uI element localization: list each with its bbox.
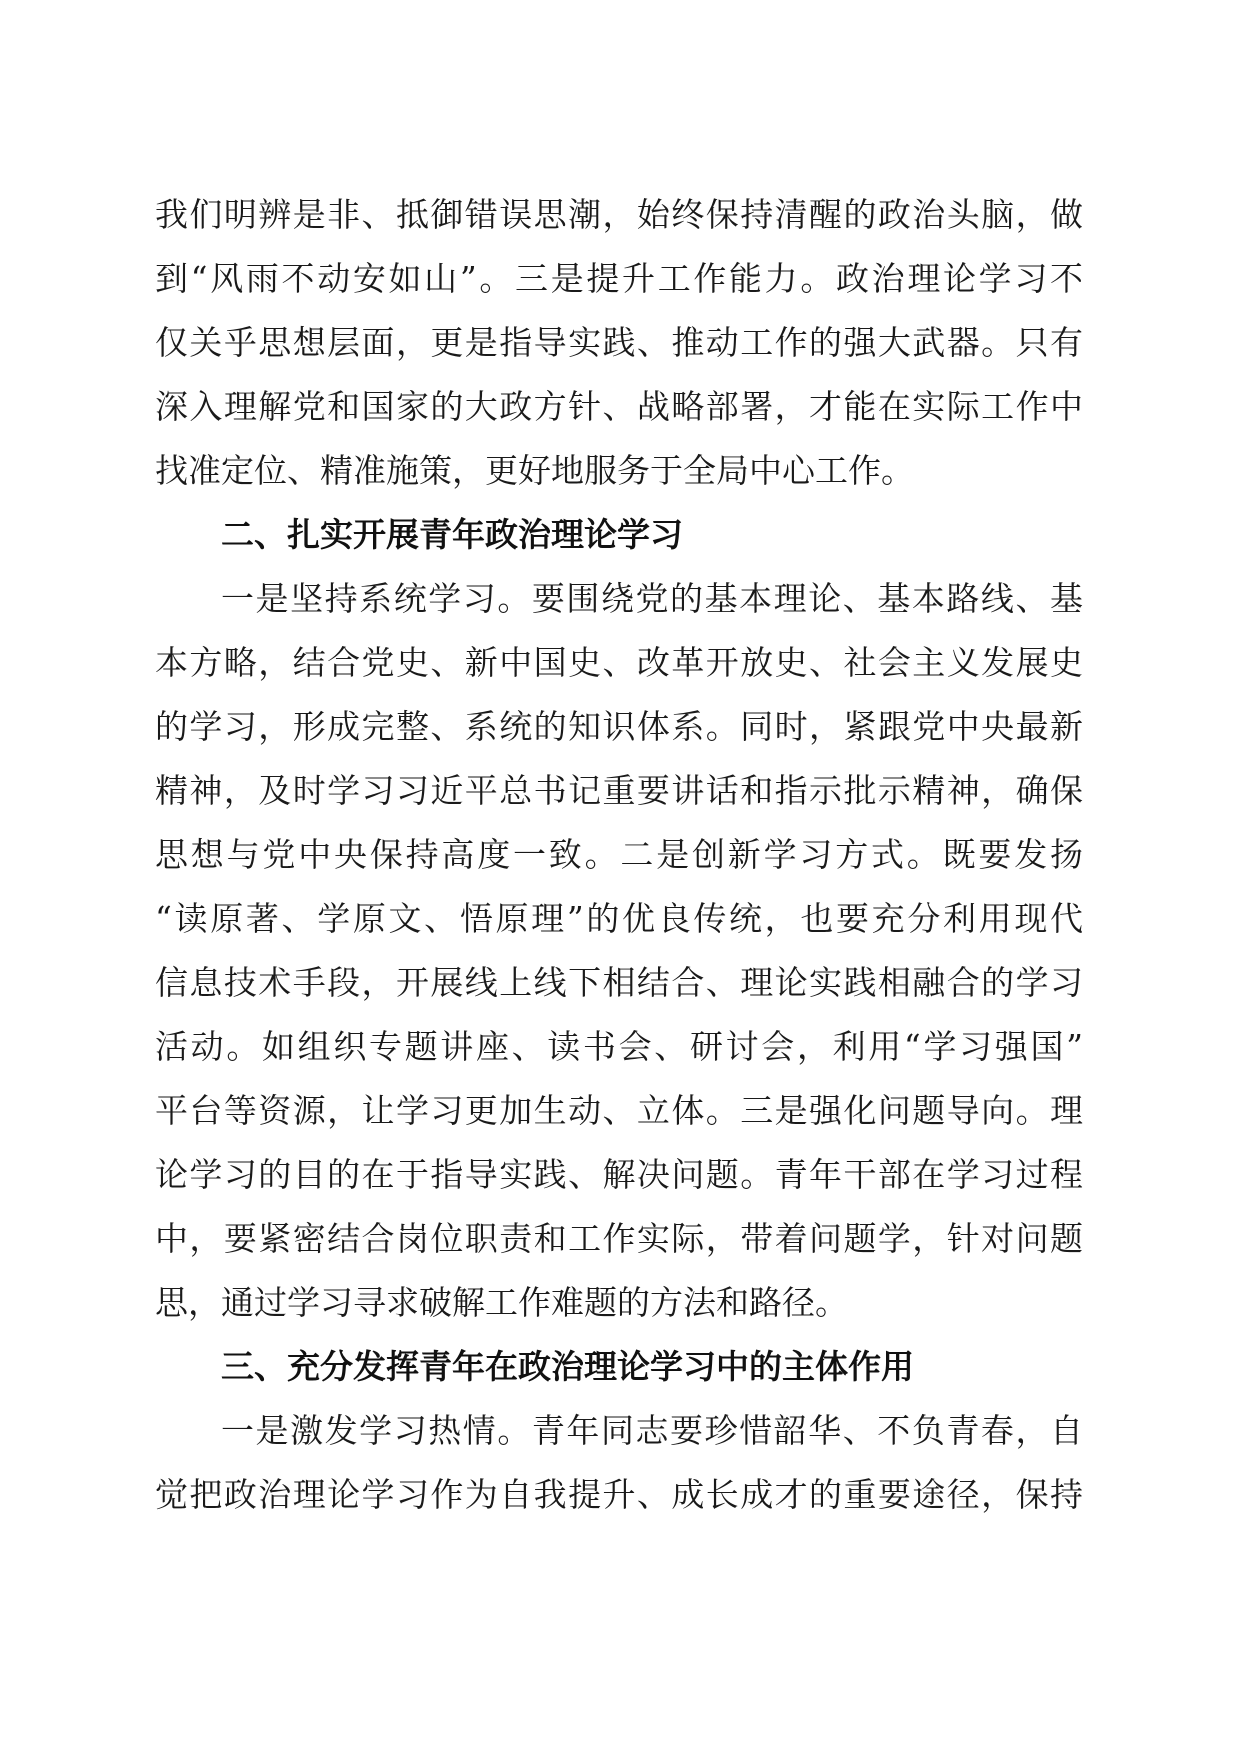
text-line: 思，通过学习寻求破解工作难题的方法和路径。 xyxy=(155,1283,848,1322)
text-line: 觉把政治理论学习作为自我提升、成长成才的重要途径，保持 xyxy=(155,1475,1083,1514)
text-line: 思想与党中央保持高度一致。二是创新学习方式。既要发扬 xyxy=(155,835,1083,874)
section-heading-2: 二、扎实开展青年政治理论学习 xyxy=(221,515,683,554)
paragraph-continued xyxy=(155,183,1083,503)
text-line: 到“风雨不动安如山”。三是提升工作能力。政治理论学习不 xyxy=(155,259,1083,298)
text-line: 我们明辨是非、抵御错误思潮，始终保持清醒的政治头脑，做 xyxy=(155,195,1083,234)
text-line: 一是激发学习热情。青年同志要珍惜韶华、不负青春，自 xyxy=(221,1411,1083,1450)
paragraph-section-3 xyxy=(155,1399,1083,1527)
text-line: 深入理解党和国家的大政方针、战略部署，才能在实际工作中 xyxy=(155,387,1083,426)
paragraph-section-2 xyxy=(155,567,1083,1335)
text-line: 中，要紧密结合岗位职责和工作实际，带着问题学，针对问题 xyxy=(155,1219,1083,1258)
text-line: 平台等资源，让学习更加生动、立体。三是强化问题导向。理 xyxy=(155,1091,1083,1130)
text-line: 一是坚持系统学习。要围绕党的基本理论、基本路线、基 xyxy=(221,579,1083,618)
text-line: “读原著、学原文、悟原理”的优良传统，也要充分利用现代 xyxy=(155,899,1083,938)
section-heading-3: 三、充分发挥青年在政治理论学习中的主体作用 xyxy=(221,1347,914,1386)
text-line: 论学习的目的在于指导实践、解决问题。青年干部在学习过程 xyxy=(155,1155,1083,1194)
text-line: 活动。如组织专题讲座、读书会、研讨会，利用“学习强国” xyxy=(155,1027,1083,1066)
text-line: 精神，及时学习习近平总书记重要讲话和指示批示精神，确保 xyxy=(155,771,1083,810)
text-line: 信息技术手段，开展线上线下相结合、理论实践相融合的学习 xyxy=(155,963,1083,1002)
document-body xyxy=(155,183,1083,1527)
text-line: 的学习，形成完整、系统的知识体系。同时，紧跟党中央最新 xyxy=(155,707,1083,746)
text-line: 仅关乎思想层面，更是指导实践、推动工作的强大武器。只有 xyxy=(155,323,1083,362)
text-line: 找准定位、精准施策，更好地服务于全局中心工作。 xyxy=(155,451,914,490)
text-line: 本方略，结合党史、新中国史、改革开放史、社会主义发展史 xyxy=(155,643,1083,682)
